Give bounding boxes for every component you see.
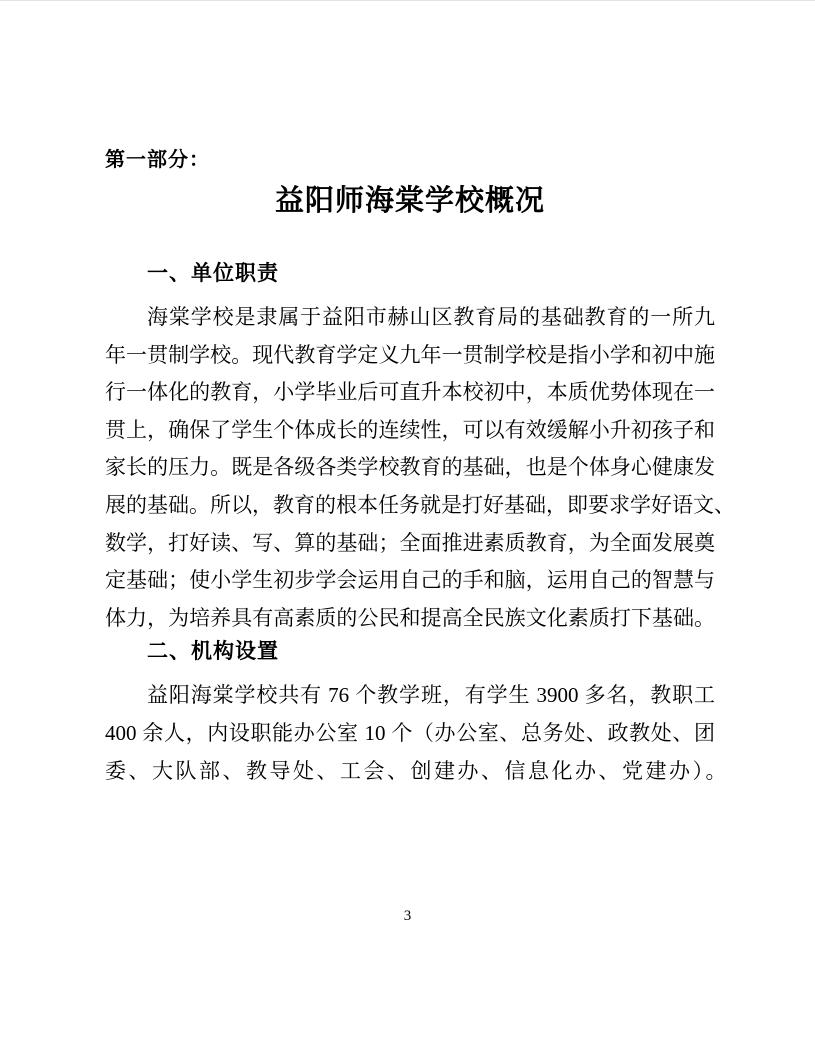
text-line: 海棠学校是隶属于益阳市赫山区教育局的基础教育的一所九 xyxy=(147,305,715,329)
text-line: 体力，为培养具有高素质的公民和提高全民族文化素质打下基础。 xyxy=(105,605,715,630)
paragraph-organization xyxy=(105,677,729,790)
document-title: 益阳师海棠学校概况 xyxy=(274,185,545,217)
section-heading-organization: 二、机构设置 xyxy=(147,640,279,664)
text-line: 数学，打好读、写、算的基础；全面推进素质教育，为全面发展奠 xyxy=(105,530,715,555)
text-line: 委、大队部、教导处、工会、创建办、信息化办、党建办）。 xyxy=(105,758,729,783)
text-line: 益阳海棠学校共有 76 个教学班，有学生 3900 多名，教职工 xyxy=(147,683,715,708)
text-line: 400 余人，内设职能办公室 10 个（办公室、总务处、政教处、团 xyxy=(105,720,715,745)
page-content xyxy=(105,147,735,790)
paragraph-duties xyxy=(105,299,735,637)
text-line: 贯上，确保了学生个体成长的连续性，可以有效缓解小升初孩子和 xyxy=(105,417,715,442)
text-line: 定基础；使小学生初步学会运用自己的手和脑，运用自己的智慧与 xyxy=(105,568,715,593)
page-number: 3 xyxy=(403,908,412,924)
section-heading-duties: 一、单位职责 xyxy=(147,262,279,285)
part-label: 第一部分： xyxy=(105,149,210,171)
text-line: 家长的压力。既是各级各类学校教育的基础，也是个体身心健康发 xyxy=(105,455,715,480)
text-line: 展的基础。所以，教育的根本任务就是打好基础，即要求学好语文、 xyxy=(105,492,735,517)
text-line: 年一贯制学校。现代教育学定义九年一贯制学校是指小学和初中施 xyxy=(105,342,715,367)
text-line: 行一体化的教育，小学毕业后可直升本校初中，本质优势体现在一 xyxy=(105,380,715,405)
